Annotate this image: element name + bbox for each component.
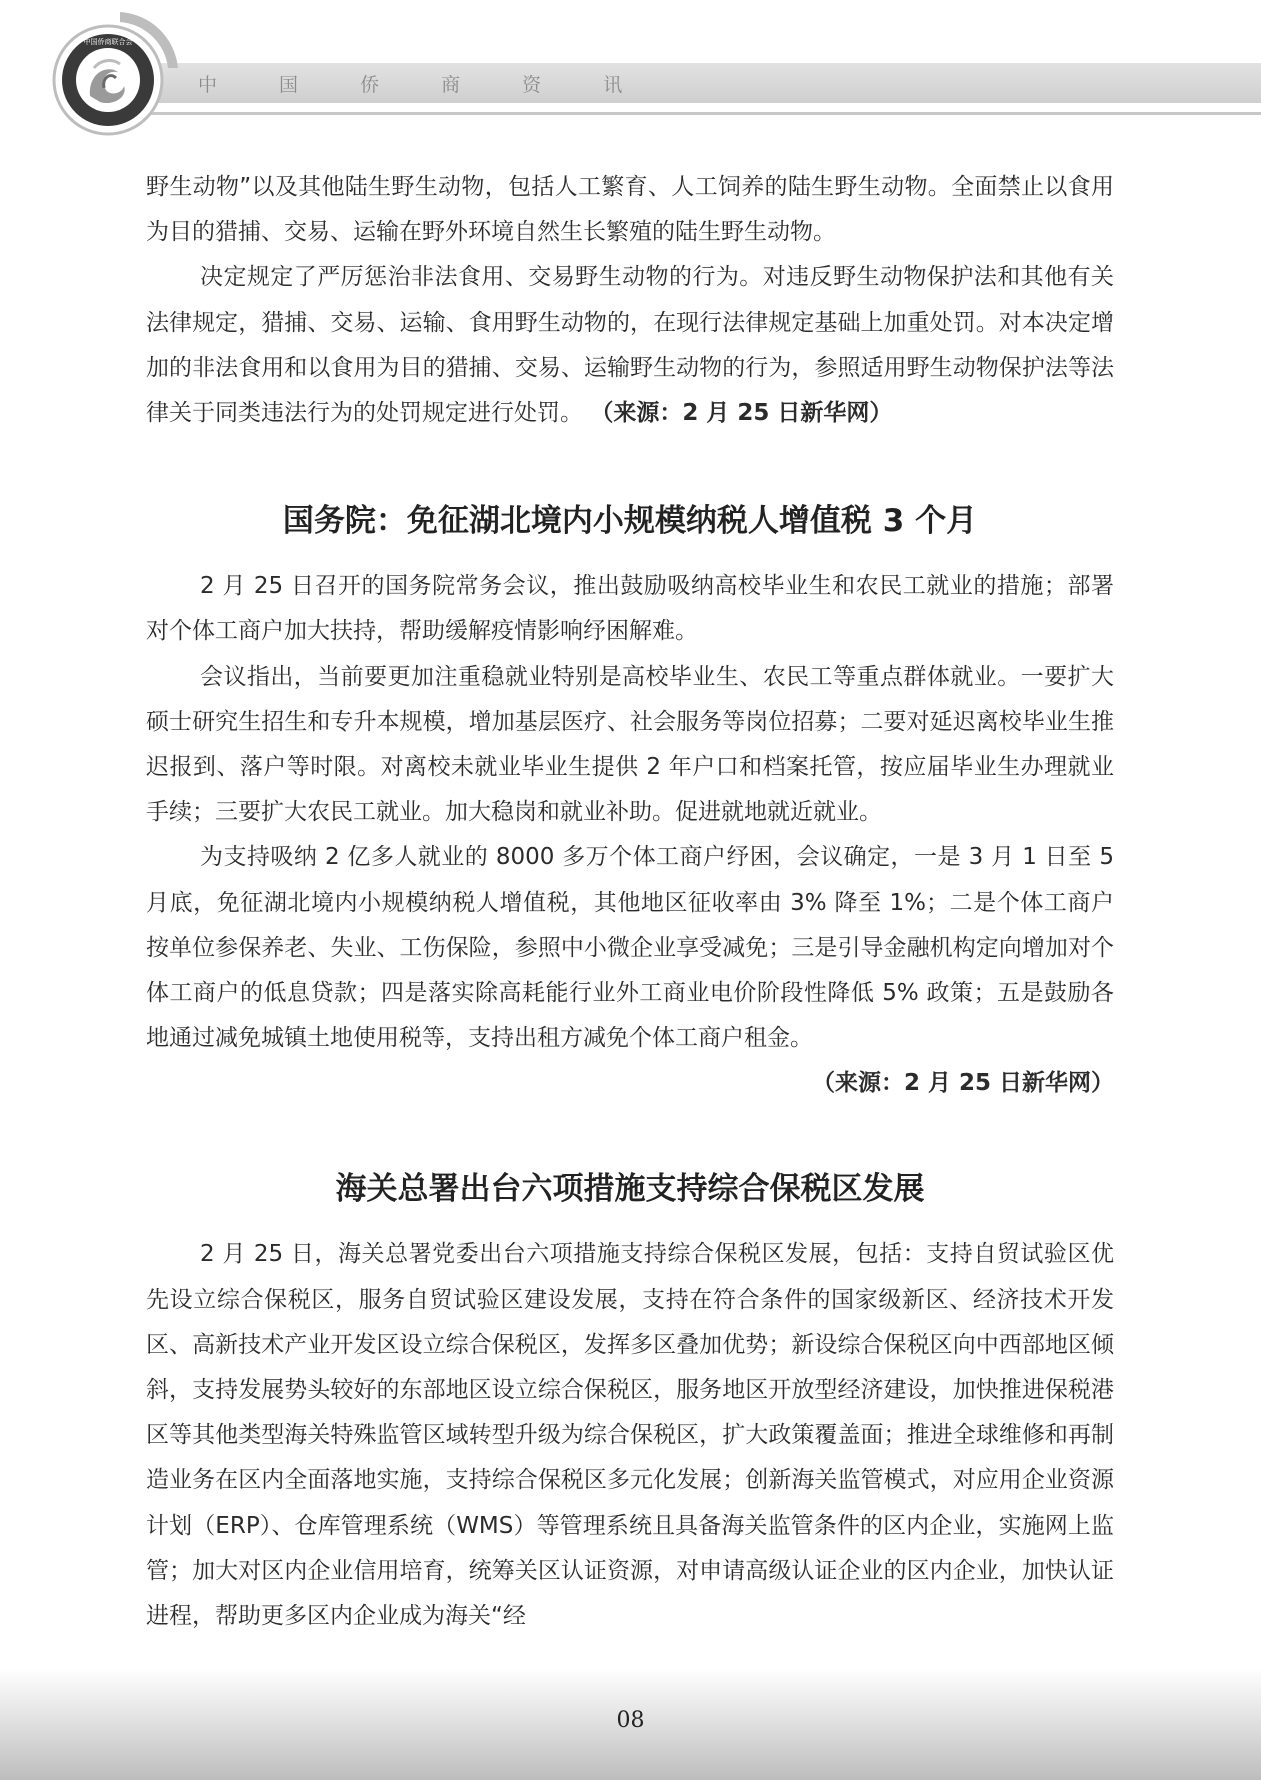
article2-paragraph-1: 2 月 25 日召开的国务院常务会议，推出鼓励吸纳高校毕业生和农民工就业的措施；部署对个体工商户加大扶持，帮助缓解疫情影响纾困解难。 [146, 573, 1114, 645]
article2-paragraph-3: 为支持吸纳 2 亿多人就业的 8000 多万个体工商户纾困，会议确定，一是 3 月 1 日至 5 月底，免征湖北境内小规模纳税人增值税，其他地区征收率由 3% 降至 1%；二是个体工商户按单位参保养老、失业、工伤保险，参照中小微企业享受减免；三是引导金融机构定向增加对个体工商户的低息贷款；四是落实除高耗能行业外工商业电价阶段性降低 5% 政策；五是鼓励各地通过减免城镇土地使用税等，支持出租方减免个体工商户租金。 [146, 844, 1114, 1052]
article1-paragraph-2 [146, 255, 1114, 436]
article1-paragraph-1: 野生动物”以及其他陆生野生动物，包括人工繁育、人工饲养的陆生野生动物。全面禁止以食用为目的猎捕、交易、运输在野外环境自然生长繁殖的陆生野生动物。 [146, 174, 1114, 246]
org-logo-icon [50, 8, 180, 138]
article2-source: （来源：2 月 25 日新华网） [811, 1070, 1114, 1097]
header-divider [140, 112, 1261, 115]
article3-paragraph-1: 2 月 25 日，海关总署党委出台六项措施支持综合保税区发展，包括：支持自贸试验区优先设立综合保税区，服务自贸试验区建设发展，支持在符合条件的国家级新区、经济技术开发区、高新技术产业开发区设立综合保税区，发挥多区叠加优势；新设综合保税区向中西部地区倾斜，支持发展势头较好的东部地区设立综合保税区，服务地区开放型经济建设，加快推进保税港区等其他类型海关特殊监管区域转型升级为综合保税区，扩大政策覆盖面；推进全球维修和再制造业务在区内全面落地实施，支持综合保税区多元化发展；创新海关监管模式，对应用企业资源计划（ERP）、仓库管理系统（WMS）等管理系统且具备海关监管条件的区内企业，实施网上监管；加大对区内企业信用培育，统筹关区认证资源，对申请高级认证企业的区内企业，加快认证进程，帮助更多区内企业成为海关“经 [146, 1241, 1114, 1630]
logo-text: 中国侨商联合会 [83, 38, 133, 46]
article1-source: （来源：2 月 25 日新华网） [590, 400, 893, 427]
article1-paragraph-2-text: 决定规定了严厉惩治非法食用、交易野生动物的行为。对违反野生动物保护法和其他有关法律规定，猎捕、交易、运输、食用野生动物的，在现行法律规定基础上加重处罚。对本决定增加的非法食用和以食用为目的猎捕、交易、运输野生动物的行为，参照适用野生动物保护法等法律关于同类违法行为的处罚规定进行处罚。 [146, 264, 1114, 427]
article2-title: 国务院：免征湖北境内小规模纳税人增值税 3 个月 [282, 503, 978, 540]
page-content [146, 165, 1114, 1639]
section-title: 中 国 侨 商 资 讯 [198, 74, 651, 96]
article2-paragraph-2: 会议指出，当前要更加注重稳就业特别是高校毕业生、农民工等重点群体就业。一要扩大硕士研究生招生和专升本规模，增加基层医疗、社会服务等岗位招募；二要对延迟离校毕业生推迟报到、落户等时限。对离校未就业毕业生提供 2 年户口和档案托管，按应届毕业生办理就业手续；三要扩大农民工就业。加大稳岗和就业补助。促进就地就近就业。 [146, 663, 1114, 826]
article3-title: 海关总署出台六项措施支持综合保税区发展 [335, 1171, 925, 1208]
page-number: 08 [616, 1708, 645, 1733]
